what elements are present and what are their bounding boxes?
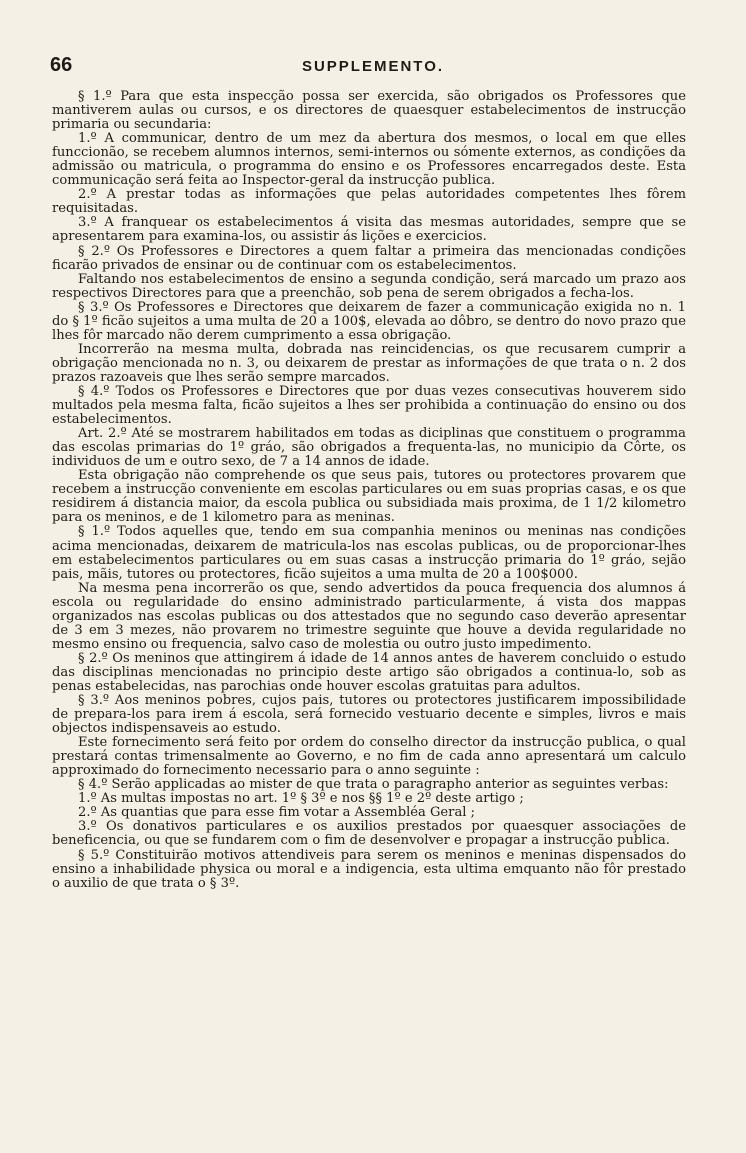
paragraph-sec4: § 4.º Todos os Professores e Directores que por duas vezes consecutivas houverem sido multados pela mesma falta, ficão sujeitos a lhes ser prohibida a continuação do ensino ou dos estabelecimentos. — [52, 383, 686, 428]
paragraph-item1: 1.º A communicar, dentro de um mez da abertura dos mesmos, o local em que elles funccionão, se recebem alumnos internos, semi-internos ou sómente externos, as condições da admissão ou matricula, o programma do ensino e os Professores encarregados deste. Esta communicação será feita ao Inspector-geral da instrucção publica. — [52, 131, 686, 189]
paragraph-sec1: § 1.º Para que esta inspecção possa ser exercida, são obrigados os Professores que mantiverem aulas ou cursos, e os directores de quaesquer estabelecimentos de instrucção primaria ou secundaria: — [52, 89, 686, 133]
paragraph-art2-sec3: § 3.º Aos meninos pobres, cujos pais, tutores ou protectores justificarem impossibilidade de prepara-los para irem á escola, será fornecido vestuario decente e simples, livros e mais objectos indispensaveis ao estudo. — [52, 693, 686, 737]
paragraph-sec3: § 3.º Os Professores e Directores que deixarem de fazer a communicação exigida no n. 1 do § 1º ficão sujeitos a uma multa de 20 a 100$, elevada ao dôbro, se dentro do novo prazo que lhes fôr marcado não derem cumprimento a essa obrigação. — [52, 299, 686, 343]
page-header — [50, 54, 696, 82]
paragraph-art2-sec4: § 4.º Serão applicadas ao mister de que trata o paragrapho anterior as seguintes verbas: — [78, 777, 669, 793]
paragraph-esta-obrigacao: Esta obrigação não comprehende os que seus pais, tutores ou protectores provarem que recebem a instrucção conveniente em escolas particulares ou em suas proprias casas, e os que residirem á distancia maior, da escola publica ou subsidiada mais proxima, de 1 1/2 kilometro para os meninos, e de 1 kilometro para as meninas. — [52, 468, 686, 526]
paragraph-verba2: 2.º As quantias que para esse fim votar a Assembléa Geral ; — [78, 805, 476, 821]
body-text — [52, 90, 686, 891]
paragraph-item3: 3.º A franquear os estabelecimentos á visita das mesmas autoridades, sempre que se apresentarem para examina-los, ou assistir ás lições e exercicios. — [52, 215, 686, 245]
paragraph-item2: 2.º A prestar todas as informações que pelas autoridades competentes lhes fôrem requisitadas. — [52, 187, 686, 217]
paragraph-incorrerao: Incorrerão na mesma multa, dobrada nas reincidencias, os que recusarem cumprir a obrigação mencionada no n. 3, ou deixarem de prestar as informações de que trata o n. 2 dos prazos razoaveis que lhes serão sempre marcados. — [52, 341, 686, 385]
paragraph-art2-sec5: § 5.º Constituirão motivos attendiveis para serem os meninos e meninas dispensados do ensino a inhabilidade physica ou moral e a indigencia, esta ultima emquanto não fôr prestado o auxilio de que trata o § 3º. — [52, 847, 686, 891]
paragraph-faltando: Faltando nos estabelecimentos de ensino a segunda condição, será marcado um prazo aos respectivos Directores para que a preenchão, sob pena de serem obrigados a fecha-los. — [52, 271, 686, 301]
paragraph-art2-sec2: § 2.º Os meninos que attingirem á idade de 14 annos antes de haverem concluido o estudo das disciplinas mencionadas no principio deste artigo são obrigados a continua-lo, sob as penas estabelecidas, nas parochias onde houver escolas gratuitas para adultos. — [52, 650, 686, 694]
paragraph-art2-sec1: § 1.º Todos aquelles que, tendo em sua companhia meninos ou meninas nas condições acima mencionadas, deixarem de matricula-los nas escolas publicas, ou de proporcionar-lhes em estabelecimentos particulares ou em suas casas a instrucção primaria do 1º gráo, sejão pais, mãis, tutores ou protectores, ficão sujeitos a uma multa de 20 a 100$000. — [52, 524, 686, 582]
paragraph-verba1: 1.º As multas impostas no art. 1º § 3º e nos §§ 1º e 2º deste artigo ; — [78, 791, 524, 807]
paragraph-na-mesma-pena: Na mesma pena incorrerão os que, sendo advertidos da pouca frequencia dos alumnos á escola ou regularidade do ensino administrado particularmente, á vista dos mappas organizados nas escolas publicas ou dos attestados que no segundo caso deverão apresentar de 3 em 3 mezes, não provarem no trimestre seguinte que houve a devida regularidade no mesmo ensino ou frequencia, salvo caso de molestia ou outro justo impedimento. — [52, 580, 686, 652]
paragraph-verba3: 3.º Os donativos particulares e os auxilios prestados por quaesquer associações de beneficencia, ou que se fundarem com o fim de desenvolver e propagar a instrucção publica. — [52, 819, 686, 849]
paragraph-art2: Art. 2.º Até se mostrarem habilitados em todas as diciplinas que constituem o programma das escolas primarias do 1º gráo, são obrigados a frequenta-las, no municipio da Côrte, os individuos de um e outro sexo, de 7 a 14 annos de idade. — [52, 426, 686, 470]
paragraph-este-fornecimento: Este fornecimento será feito por ordem do conselho director da instrucção publica, o qual prestará contas trimensalmente ao Governo, e no fim de cada anno apresentará um calculo approximado do fornecimento necessario para o anno seguinte : — [52, 735, 686, 779]
paragraph-sec2: § 2.º Os Professores e Directores a quem faltar a primeira das mencionadas condições ficarão privados de ensinar ou de continuar com os estabelecimentos. — [52, 243, 686, 273]
running-head: SUPPLEMENTO. — [301, 58, 445, 75]
page-number: 66 — [50, 54, 73, 76]
